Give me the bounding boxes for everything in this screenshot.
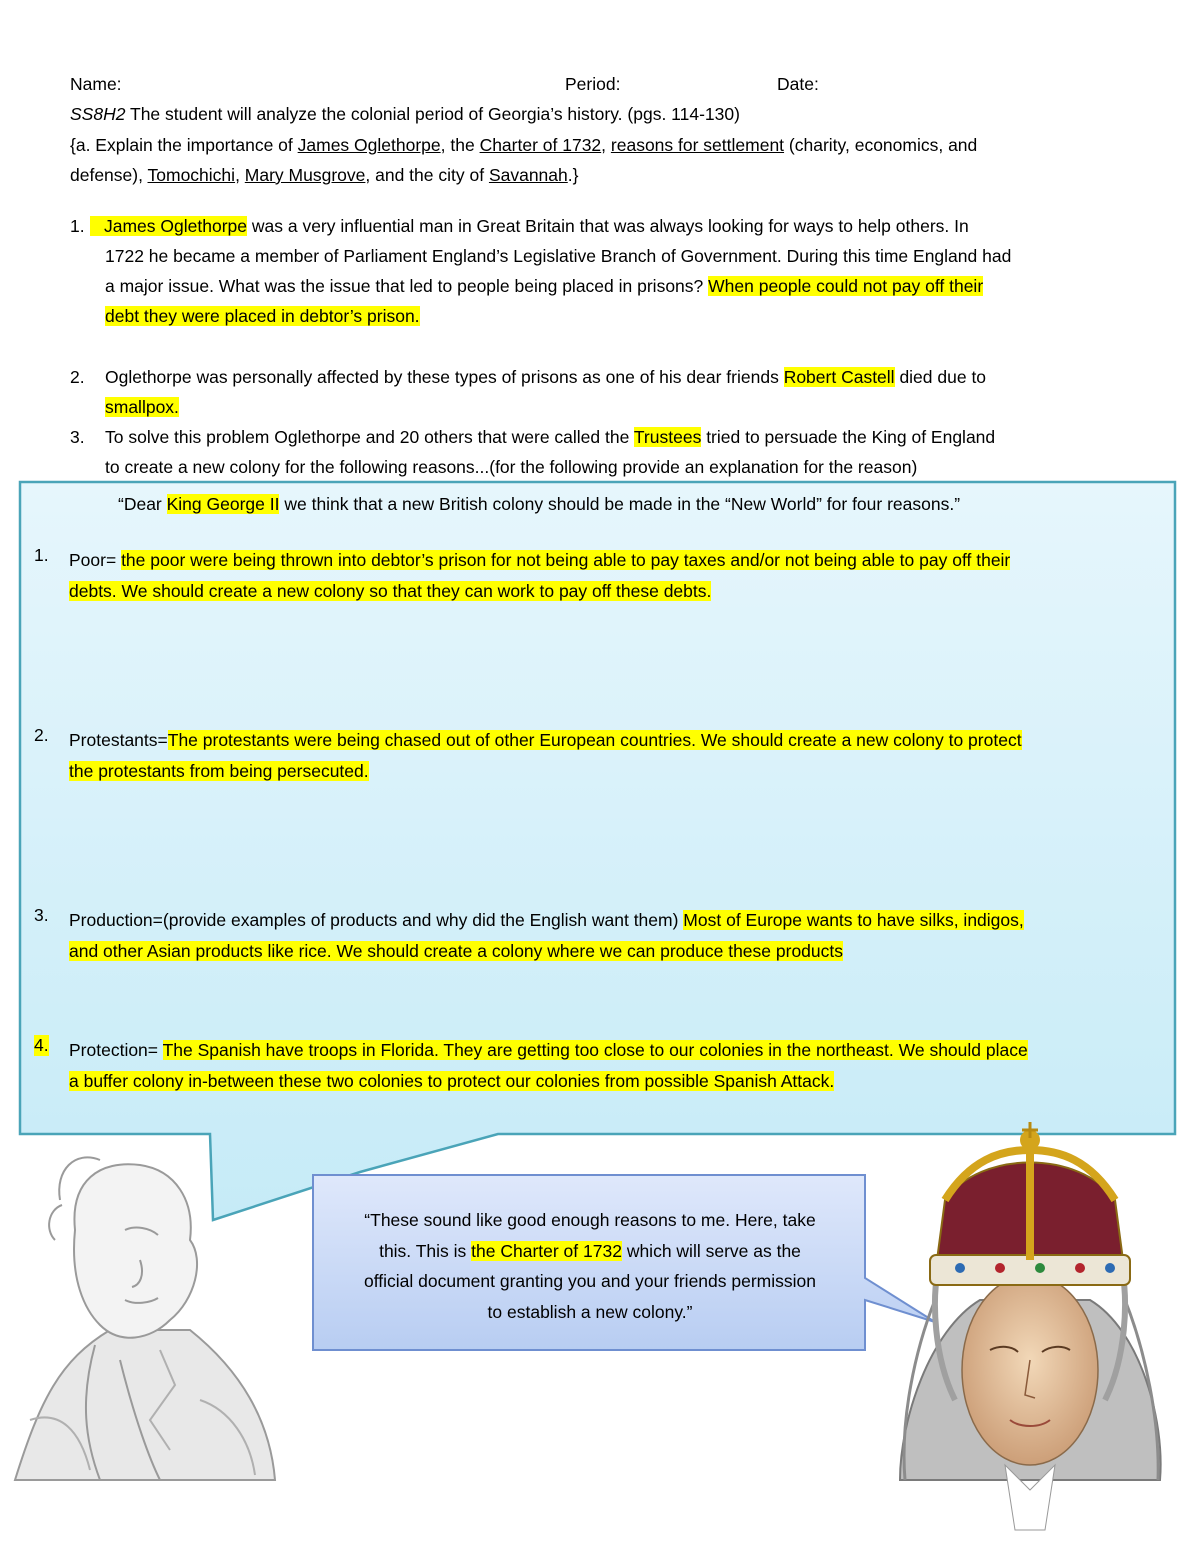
reason-number: 4. (34, 1035, 49, 1055)
king-george-portrait (900, 1122, 1161, 1530)
reason-answer: the poor were being thrown into debtor’s prison for not being able to pay taxes and/or not being able to pay off their (121, 550, 1011, 570)
reason-poor (69, 545, 1159, 606)
sep: , (235, 165, 245, 185)
reason-label: Poor= (69, 550, 122, 570)
answer-oglethorpe: James Oglethorpe (90, 216, 247, 236)
reason-answer: Most of Europe wants to have silks, indigos, (683, 910, 1024, 930)
element-a-open: {a. Explain the importance of (70, 135, 298, 155)
letter-text: “Dear (118, 494, 167, 514)
reason-answer: The protestants were being chased out of other European countries. We should create a new colony to protect (167, 730, 1022, 750)
question-1-line2: 1722 he became a member of Parliament England’s Legislative Branch of Government. During this time England had (105, 246, 1012, 266)
term-savannah: Savannah (488, 165, 568, 185)
reason-number: 3. (34, 905, 49, 925)
king-reply-line: this. This is (379, 1240, 472, 1261)
date-label: Date: (777, 74, 819, 94)
question-number: 1. (70, 216, 85, 236)
answer-debtor-prison: When people could not pay off their (708, 276, 984, 296)
reason-answer: the protestants from being persecuted. (69, 760, 369, 781)
element-a-text: defense), (70, 165, 148, 185)
question-text: was a very influential man in Great Britain that was always looking for ways to help others. In (247, 216, 969, 236)
period-label: Period: (565, 74, 621, 94)
question-3-line2: to create a new colony for the following reasons...(for the following provide an explanation for the reason) (105, 457, 918, 477)
element-a-text: (charity, economics, and (784, 135, 978, 155)
question-text: tried to persuade the King of England (701, 427, 996, 447)
answer-castell: Robert Castell (783, 367, 895, 387)
letter-text: we think that a new British colony should be made in the “New World” for four reasons.” (279, 494, 961, 514)
term-tomochichi: Tomochichi (147, 165, 236, 185)
reason-protection (69, 1035, 1159, 1096)
question-text: a major issue. What was the issue that led to people being placed in prisons? (105, 276, 709, 296)
term-reasons: reasons for settlement (610, 135, 785, 155)
reason-number: 2. (34, 725, 49, 745)
reason-answer: and other Asian products like rice. We should create a colony where we can produce these products (69, 940, 844, 961)
sep: , the (440, 135, 480, 155)
reason-label: Production=(provide examples of products and why did the English want them) (69, 910, 684, 930)
standard-code: SS8H2 (70, 104, 126, 124)
term-musgrove: Mary Musgrove (244, 165, 366, 185)
answer-charter: the Charter of 1732 (471, 1240, 622, 1261)
sep: , (601, 135, 611, 155)
king-reply (320, 1205, 860, 1327)
answer-debtor-prison-cont: debt they were placed in debtor’s prison. (105, 306, 420, 326)
answer-smallpox: smallpox. (105, 397, 179, 417)
king-reply-line: “These sound like good enough reasons to me. Here, take (364, 1210, 816, 1230)
reason-label: Protestants= (69, 730, 168, 750)
reason-protestants (69, 725, 1159, 786)
question-number: 2. (70, 367, 85, 387)
king-reply-line: to establish a new colony.” (487, 1301, 693, 1322)
answer-king-george: King George II (166, 494, 280, 514)
reason-answer: debts. We should create a new colony so that they can work to pay off these debts. (69, 580, 712, 601)
question-text: Oglethorpe was personally affected by these types of prisons as one of his dear friends (105, 367, 784, 387)
reason-answer: The Spanish have troops in Florida. They are getting too close to our colonies in the northeast. We should place (162, 1040, 1028, 1060)
reason-label: Protection= (69, 1040, 163, 1060)
question-text: To solve this problem Oglethorpe and 20 others that were called the (105, 427, 634, 447)
term-oglethorpe: James Oglethorpe (297, 135, 441, 155)
letter-opening (118, 494, 960, 515)
answer-trustees: Trustees (633, 427, 702, 447)
name-label: Name: (70, 74, 122, 94)
sep: , and the city of (365, 165, 489, 185)
king-reply-line: official document granting you and your friends permission (363, 1271, 816, 1291)
reason-production (69, 905, 1159, 966)
king-reply-line: which will serve as the (621, 1240, 801, 1261)
reason-answer: a buffer colony in-between these two colonies to protect our colonies from possible Spanish Attack. (69, 1070, 835, 1091)
term-charter: Charter of 1732 (479, 135, 602, 155)
question-number: 3. (70, 427, 85, 447)
standard-text: The student will analyze the colonial period of Georgia’s history. (pgs. 114-130) (125, 104, 740, 124)
reason-number: 1. (34, 545, 49, 565)
element-a-close: .} (567, 165, 579, 185)
question-text: died due to (894, 367, 987, 387)
